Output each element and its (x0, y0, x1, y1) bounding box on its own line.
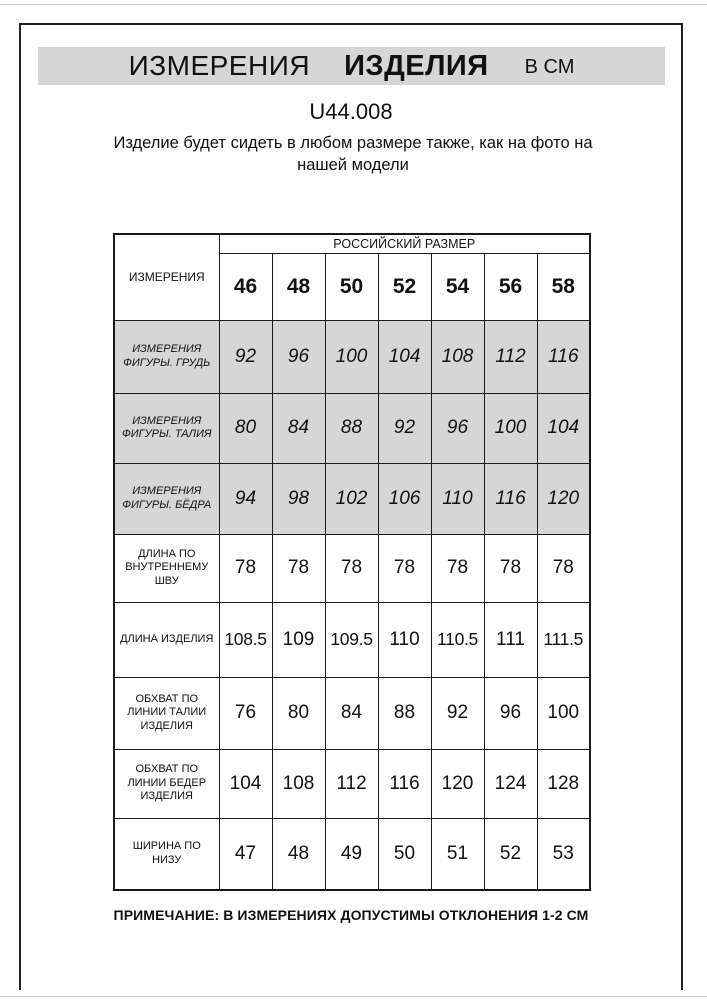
value-cell: 116 (484, 463, 537, 534)
value-cell: 78 (537, 534, 590, 602)
value-cell: 53 (537, 818, 590, 890)
value-cell: 96 (484, 677, 537, 749)
value-cell: 47 (219, 818, 272, 890)
bottom-edge-line (0, 996, 707, 997)
value-cell: 84 (325, 677, 378, 749)
size-table-head (114, 234, 590, 320)
value-cell: 110.5 (431, 602, 484, 677)
value-cell: 106 (378, 463, 431, 534)
value-cell: 108 (431, 320, 484, 393)
table-row (114, 749, 590, 818)
value-cell: 78 (325, 534, 378, 602)
value-cell: 109.5 (325, 602, 378, 677)
value-cell: 112 (484, 320, 537, 393)
value-cell: 80 (272, 677, 325, 749)
size-group-header: РОССИЙСКИЙ РАЗМЕР (219, 234, 590, 253)
value-cell: 110 (378, 602, 431, 677)
value-cell: 100 (325, 320, 378, 393)
measurements-tbody (114, 320, 590, 890)
size-header-52: 52 (378, 253, 431, 320)
value-cell: 50 (378, 818, 431, 890)
row-label: ИЗМЕРЕНИЯ ФИГУРЫ. БЁДРА (114, 463, 219, 534)
value-cell: 116 (537, 320, 590, 393)
value-cell: 128 (537, 749, 590, 818)
value-cell: 78 (431, 534, 484, 602)
size-header-56: 56 (484, 253, 537, 320)
value-cell: 88 (325, 393, 378, 463)
value-cell: 80 (219, 393, 272, 463)
table-row (114, 818, 590, 890)
value-cell: 102 (325, 463, 378, 534)
value-cell: 120 (431, 749, 484, 818)
table-row (114, 463, 590, 534)
row-label: ШИРИНА ПО НИЗУ (114, 818, 219, 890)
row-label: ОБХВАТ ПО ЛИНИИ БЕДЕР ИЗДЕЛИЯ (114, 749, 219, 818)
row-label: ОБХВАТ ПО ЛИНИИ ТАЛИИ ИЗДЕЛИЯ (114, 677, 219, 749)
value-cell: 48 (272, 818, 325, 890)
title-product: ИЗДЕЛИЯ (344, 49, 489, 82)
value-cell: 120 (537, 463, 590, 534)
row-label: ИЗМЕРЕНИЯ ФИГУРЫ. ТАЛИЯ (114, 393, 219, 463)
value-cell: 98 (272, 463, 325, 534)
size-header-48: 48 (272, 253, 325, 320)
article-code: U44.008 (309, 99, 393, 124)
value-cell: 51 (431, 818, 484, 890)
value-cell: 108.5 (219, 602, 272, 677)
value-cell: 109 (272, 602, 325, 677)
size-header-54: 54 (431, 253, 484, 320)
table-row (114, 677, 590, 749)
table-row (114, 534, 590, 602)
value-cell: 110 (431, 463, 484, 534)
value-cell: 124 (484, 749, 537, 818)
row-label: ИЗМЕРЕНИЯ ФИГУРЫ. ГРУДЬ (114, 320, 219, 393)
title-bar (38, 47, 665, 85)
value-cell: 78 (484, 534, 537, 602)
footnote: ПРИМЕЧАНИЕ: В ИЗМЕРЕНИЯХ ДОПУСТИМЫ ОТКЛОНЕНИЯ 1-2 СМ (113, 907, 589, 923)
value-cell: 111.5 (537, 602, 590, 677)
title-units: В СМ (524, 56, 575, 78)
value-cell: 111 (484, 602, 537, 677)
top-edge-line (0, 4, 707, 5)
value-cell: 96 (272, 320, 325, 393)
value-cell: 78 (378, 534, 431, 602)
size-header-46: 46 (219, 253, 272, 320)
value-cell: 52 (484, 818, 537, 890)
title-measurements: ИЗМЕРЕНИЯ (128, 50, 311, 81)
value-cell: 76 (219, 677, 272, 749)
size-table (113, 233, 591, 891)
value-cell: 104 (537, 393, 590, 463)
value-cell: 78 (219, 534, 272, 602)
value-cell: 100 (537, 677, 590, 749)
value-cell: 94 (219, 463, 272, 534)
fit-note: Изделие будет сидеть в любом размере также, как на фото на нашей модели (113, 134, 593, 174)
value-cell: 49 (325, 818, 378, 890)
value-cell: 88 (378, 677, 431, 749)
table-row (114, 393, 590, 463)
table-row (114, 320, 590, 393)
table-row (114, 602, 590, 677)
value-cell: 104 (219, 749, 272, 818)
corner-header-cell: ИЗМЕРЕНИЯ (114, 234, 219, 320)
value-cell: 104 (378, 320, 431, 393)
value-cell: 92 (378, 393, 431, 463)
value-cell: 108 (272, 749, 325, 818)
group-header-row (114, 234, 590, 253)
value-cell: 116 (378, 749, 431, 818)
value-cell: 84 (272, 393, 325, 463)
value-cell: 92 (431, 677, 484, 749)
row-label: ДЛИНА ПО ВНУТРЕННЕМУ ШВУ (114, 534, 219, 602)
value-cell: 112 (325, 749, 378, 818)
row-label: ДЛИНА ИЗДЕЛИЯ (114, 602, 219, 677)
value-cell: 96 (431, 393, 484, 463)
value-cell: 78 (272, 534, 325, 602)
value-cell: 92 (219, 320, 272, 393)
size-header-58: 58 (537, 253, 590, 320)
size-header-50: 50 (325, 253, 378, 320)
value-cell: 100 (484, 393, 537, 463)
